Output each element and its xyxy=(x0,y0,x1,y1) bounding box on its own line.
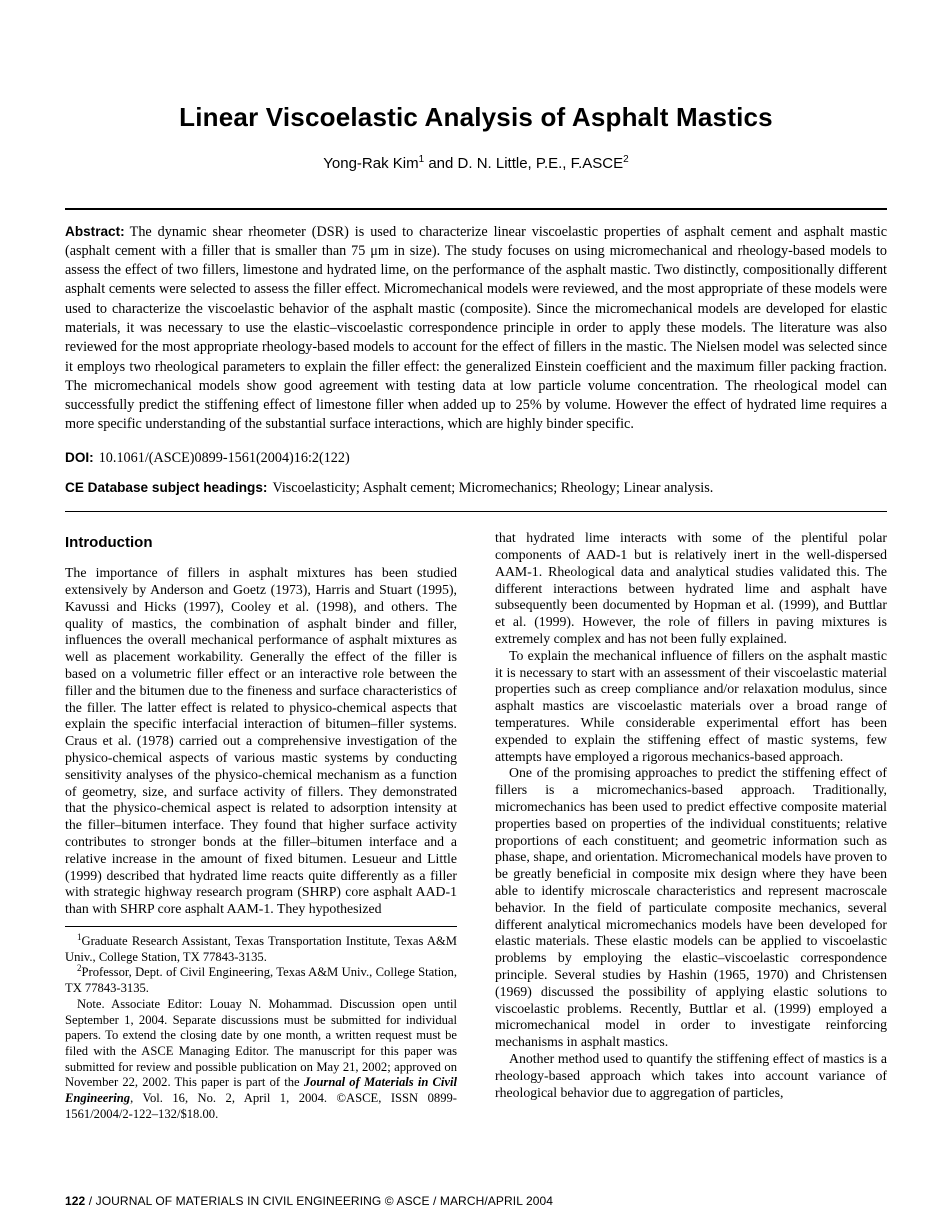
footnotes-block xyxy=(65,926,457,1122)
footnote-note-text-2: , Vol. 16, No. 2, April 1, 2004. ©ASCE, ISSN 0899-1561/2004/2-122–132/$18.00. xyxy=(65,1091,457,1121)
footnote-editorial-note xyxy=(65,997,457,1123)
left-column xyxy=(65,530,457,1122)
ce-database-headings-value: Viscoelasticity; Asphalt cement; Micromechanics; Rheology; Linear analysis. xyxy=(272,479,714,496)
doi-label: DOI: xyxy=(65,449,94,465)
intro-paragraph-right-2: To explain the mechanical influence of fillers on the asphalt mastic it is necessary to start with an assessment of their viscoelastic material properties such as creep compliance and/or relaxation modulus, since asphalt mastics are viscoelastic materials over a broad range of temperatures. While considerable experimental effort has been expended to explain the stiffening effect of mastic systems, few attempts have employed a rigorous mechanics-based approach. xyxy=(495,647,887,764)
intro-paragraph-right-3: One of the promising approaches to predict the stiffening effect of fillers is a micromechanics-based approach. Traditionally, micromechanics has been used to predict effective composite material properties based on properties of the individual constituents; relative proportions of each constituent; and geometric information such as phase, shape, and orientation. Micromechanical models have proven to be greatly beneficial in composite mix design where they have been able to identify microscale characteristics and represent macroscale behavior. In the field of particulate composite mechanics, several different analytical micromechanics models have been developed for elastic materials. These elastic models can be applied to viscoelastic problems by employing the elastic–viscoelastic correspondence principle. Several studies by Hashin (1965, 1970) and Christensen (1969) discussed the possibility of applying elastic solutions to viscoelastic problems. Recently, Buttlar et al. (1999) employed a micromechanical model in order to investigate reinforcing mechanisms in asphalt mastics. xyxy=(495,765,887,1050)
footer-journal-text: / JOURNAL OF MATERIALS IN CIVIL ENGINEERING © ASCE / MARCH/APRIL 2004 xyxy=(85,1194,554,1208)
front-matter xyxy=(65,210,887,497)
authors-line xyxy=(65,155,887,172)
footnote-2-text: Professor, Dept. of Civil Engineering, Texas A&M Univ., College Station, TX 77843-3135. xyxy=(65,965,457,996)
footnote-2 xyxy=(65,965,457,996)
doi-line xyxy=(65,450,887,467)
intro-paragraph-right-4: Another method used to quantify the stiffening effect of mastics is a rheology-based approach which takes into account variance of rheological behavior due to aggregation of particles, xyxy=(495,1050,887,1100)
footnote-1-marker: 1 xyxy=(77,931,82,942)
ce-database-headings-line xyxy=(65,480,887,497)
footnote-2-marker: 2 xyxy=(77,963,82,974)
abstract-text: The dynamic shear rheometer (DSR) is used to characterize linear viscoelastic properties of asphalt cement and asphalt mastic (asphalt cement with a filler that is smaller than 75 μm in size). The study focuses on using micromechanical and rheology-based models to assess the effect of two fillers, limestone and hydrated lime, on the performance of the asphalt mastic. Two distinctly, compositionally different asphalt cements were selected to assess the filler effect. Micromechanical models were reviewed, and the most appropriate of these models were used to characterize the viscoelastic behavior of the asphalt mastic (composite). Since the micromechanical models are developed for elastic materials, it was necessary to use the elastic–viscoelastic correspondence principle in order to apply these models. The literature was also reviewed for the most appropriate rheology-based models to account for the effect of fillers in the mastic. The Nielsen model was selected since it employs two rheological parameters to explain the filler effect: the generalized Einstein coefficient and the maximum filler packing fraction. The micromechanical models show good agreement with testing data at low particle volume concentration. The rheological model can successfully predict the stiffening effect of limestone filler when added up to 25% by volume. However the effect of hydrated lime requires a more specific understanding of the substantial surface interactions, which are highly binder specific. xyxy=(65,223,887,433)
author-2-affiliation-marker: 2 xyxy=(623,154,629,165)
section-heading-introduction: Introduction xyxy=(65,534,153,552)
right-column xyxy=(495,530,887,1101)
paper-title: Linear Viscoelastic Analysis of Asphalt Mastics xyxy=(179,102,773,132)
doi-value: 10.1061/(ASCE)0899-1561(2004)16:2(122) xyxy=(98,449,350,466)
footnote-divider xyxy=(65,926,457,927)
page-footer xyxy=(65,1194,887,1208)
intro-paragraph-right-1: that hydrated lime interacts with some of the plentiful polar components of AAD-1 but is relatively inert in the well-dispersed AAM-1. Rheological data and analytical studies validated this. The different interactions between hydrated lime and asphalt have subsequently been documented by Hopman et al. (1999), and Buttlar et al. (1999). However, the role of fillers in paving mixtures is extremely complex and has not been fully explained. xyxy=(495,530,887,647)
author-1-affiliation-marker: 1 xyxy=(418,154,425,165)
abstract xyxy=(65,222,887,435)
author-1: Yong-Rak Kim xyxy=(323,155,419,172)
footnote-1-text: Graduate Research Assistant, Texas Transportation Institute, Texas A&M Univ., College Station, TX 77843-3135. xyxy=(65,934,457,964)
ce-database-headings-label: CE Database subject headings: xyxy=(65,479,268,495)
abstract-label: Abstract: xyxy=(65,223,125,239)
intro-paragraph-left: The importance of fillers in asphalt mixtures has been studied extensively by Anderson and Goetz (1973), Harris and Stuart (1995), Kavussi and Hicks (1997), Cooley et al. (1998), and others. The quality of mastics, the combination of asphalt binder and filler, influences the overall mechanical performance of asphalt mixtures as well as placement workability. Generally the effect of the filler is based on a volumetric filler effect or an interactive role between the filler and the bitumen due to the fineness and surface characteristics of the filler. The latter effect is related to physico-chemical aspects that explain the specific interfacial interaction of bitumen–filler systems. Craus et al. (1978) carried out a comprehensive investigation of the physico-chemical aspects of various mastic systems by conducting sensitivity analyses of the physico-chemical mechanism as a function of geometry, size, and surface activity of fillers. They demonstrated that the physico-chemical aspect is related to adsorption intensity at the filler–bitumen interface. They found that higher surface activity contributes to stronger bonds at the filler–bitumen interface and a relative increase in the amount of fixed bitumen. Lesueur and Little (1999) described that hydrated lime reacts quite differently as a filler with strategic highway research program (SHRP) core asphalt AAD-1 than with SHRP core asphalt AAM-1. They hypothesized xyxy=(65,565,457,917)
footnote-note-text-1: Note. Associate Editor: Louay N. Mohammad. Discussion open until September 1, 2004. Separate discussions must be submitted for individual papers. To extend the closing date by one month, a written request must be filed with the ASCE Managing Editor. The manuscript for this paper was submitted for review and possible publication on May 21, 2002; approved on November 22, 2002. This paper is part of the xyxy=(65,996,457,1090)
journal-name: Journal of Materials in Civil Engineering xyxy=(65,1075,457,1106)
author-2: and D. N. Little, P.E., F.ASCE xyxy=(424,155,624,172)
two-column-body xyxy=(65,530,887,1122)
footnote-1 xyxy=(65,931,457,965)
page-number: 122 xyxy=(65,1194,86,1208)
abstract-bottom-rule xyxy=(65,511,887,513)
